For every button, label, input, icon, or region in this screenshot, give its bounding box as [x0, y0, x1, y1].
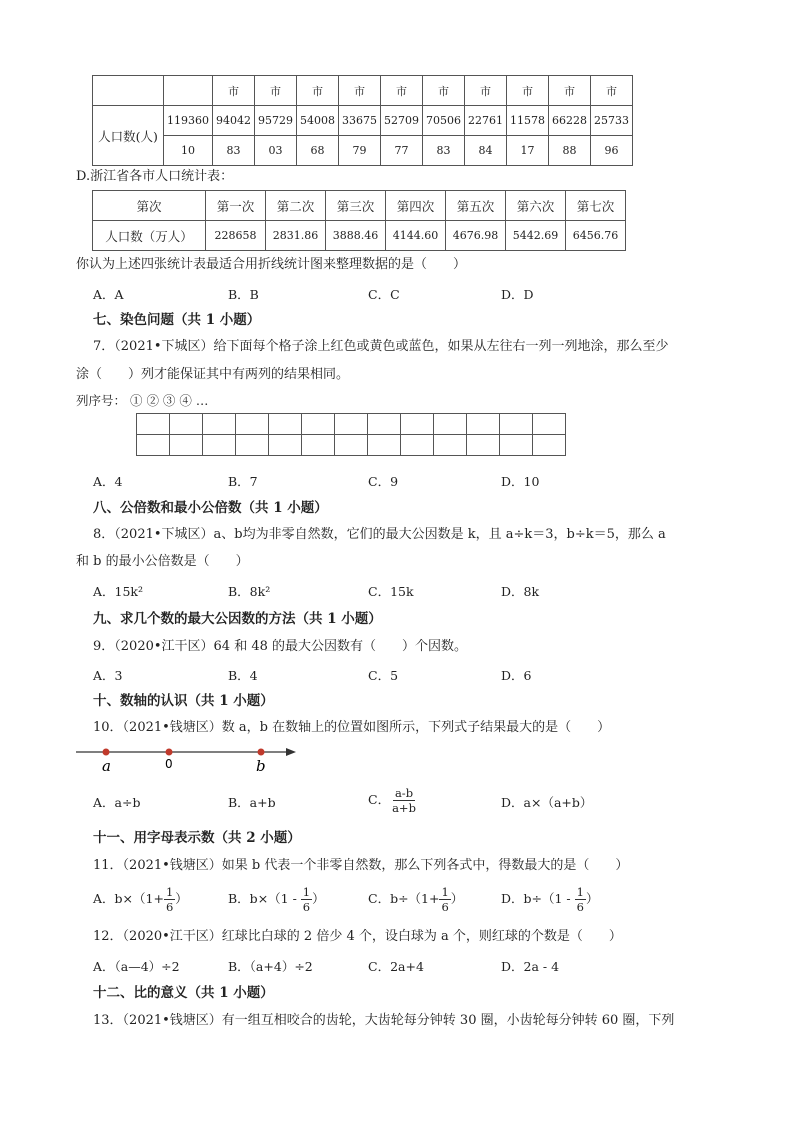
- table-cell: 市: [339, 76, 381, 106]
- table-cell: 第二次: [266, 191, 326, 221]
- q8-line2: 和 b 的最小公倍数是（ ）: [76, 554, 249, 569]
- table-row: [93, 221, 626, 251]
- fraction: [439, 885, 450, 914]
- grid-cell: [269, 435, 302, 456]
- q8-option-d[interactable]: D．8k: [501, 584, 540, 599]
- option-prefix: C．: [368, 792, 391, 807]
- section-8-heading: 八、公倍数和最小公倍数（共 1 小题）: [93, 500, 328, 516]
- axis-label-a: a: [102, 757, 111, 775]
- table-cell: 第四次: [386, 191, 446, 221]
- fraction-denominator: 6: [576, 900, 584, 914]
- table-cell: 96: [591, 136, 633, 166]
- table-header-row: [93, 76, 633, 106]
- table-cell: [93, 76, 164, 106]
- q9-line: 9．（2020•江干区）64 和 48 的最大公因数有（ ）个因数。: [93, 639, 468, 654]
- grid-cell: [467, 435, 500, 456]
- table-cell: 市: [549, 76, 591, 106]
- fraction: [390, 786, 418, 815]
- table-cell: 第次: [93, 191, 206, 221]
- option-prefix: A．b×（1+: [93, 891, 164, 906]
- table-cell: 11578: [507, 106, 549, 136]
- grid-cell: [137, 435, 170, 456]
- option-prefix: B．b×（1 -: [228, 891, 301, 906]
- q9-option-c[interactable]: C．5: [368, 668, 399, 683]
- table-cell: 市: [591, 76, 633, 106]
- option-suffix: ）: [312, 891, 325, 906]
- table-cell: 03: [255, 136, 297, 166]
- grid-cell: [434, 435, 467, 456]
- table-cell: 77: [381, 136, 423, 166]
- fraction-denominator: 6: [165, 900, 174, 914]
- table-row: [93, 136, 633, 166]
- fraction: [301, 885, 312, 914]
- fraction-denominator: a+b: [392, 801, 416, 815]
- q9-option-a[interactable]: A．3: [93, 668, 123, 683]
- table-cell: 94042: [213, 106, 255, 136]
- table-cell: 70506: [423, 106, 465, 136]
- table-cell: 第三次: [326, 191, 386, 221]
- q7-option-b[interactable]: B．7: [228, 474, 258, 489]
- city-population-table-c: [92, 75, 633, 166]
- table-cell: 22761: [465, 106, 507, 136]
- q10-option-a[interactable]: A．a÷b: [93, 795, 141, 810]
- grid-cell: [269, 414, 302, 435]
- table-cell: [164, 76, 213, 106]
- grid-cell: [368, 435, 401, 456]
- point-b: [258, 749, 265, 756]
- table-cell: 市: [297, 76, 339, 106]
- q7-line1: 7．（2021•下城区）给下面每个格子涂上红色或黄色或蓝色，如果从左往右一列一列地涂，那么至少: [93, 339, 669, 354]
- row-label: 人口数(人): [93, 106, 164, 166]
- table-cell: 79: [339, 136, 381, 166]
- q10-line: 10．（2021•钱塘区）数 a，b 在数轴上的位置如图所示，下列式子结果最大的是（ ）: [93, 720, 611, 735]
- table-cell: 第一次: [206, 191, 266, 221]
- table-cell: 第五次: [446, 191, 506, 221]
- grid-cell: [533, 435, 566, 456]
- table-cell: 68: [297, 136, 339, 166]
- fraction-numerator: 1: [165, 885, 174, 899]
- q11-line: 11．（2021•钱塘区）如果 b 代表一个非零自然数，那么下列各式中，得数最大的是（ ）: [93, 858, 629, 873]
- option-prefix: D．b÷（1 -: [501, 891, 575, 906]
- grid-cell: [533, 414, 566, 435]
- fraction-denominator: 6: [441, 900, 449, 914]
- axis-arrow-icon: [286, 748, 296, 756]
- grid-cell: [401, 414, 434, 435]
- table-cell: 119360: [164, 106, 213, 136]
- table-cell: 4676.98: [446, 221, 506, 251]
- fraction-denominator: 6: [302, 900, 311, 914]
- q11-option-b[interactable]: [228, 885, 325, 914]
- grid-cell: [170, 435, 203, 456]
- option-prefix: C．b÷（1+: [368, 891, 440, 906]
- table-cell: 83: [423, 136, 465, 166]
- grid-cell: [335, 414, 368, 435]
- table-cell: 第六次: [506, 191, 566, 221]
- table-cell: 5442.69: [506, 221, 566, 251]
- q7-option-a[interactable]: A．4: [93, 474, 123, 489]
- option-d-label: D.浙江省各市人口统计表：: [76, 169, 234, 184]
- grid-cell: [170, 414, 203, 435]
- table-cell: 83: [213, 136, 255, 166]
- option-suffix: ）: [450, 891, 464, 906]
- section-12-heading: 十二、比的意义（共 1 小题）: [93, 985, 274, 1001]
- point-a: [103, 749, 110, 756]
- q8-option-a[interactable]: A．15k²: [93, 584, 144, 599]
- fraction-numerator: 1: [576, 885, 584, 899]
- q7-option-d[interactable]: D．10: [501, 474, 540, 489]
- q12-option-b[interactable]: B．（a+4）÷2: [228, 959, 313, 974]
- table-cell: 84: [465, 136, 507, 166]
- table-cell: 66228: [549, 106, 591, 136]
- option-suffix: ）: [585, 891, 599, 906]
- q13-line: 13．（2021•钱塘区）有一组互相咬合的齿轮，大齿轮每分钟转 30 圈，小齿轮每分钟转 60 圈，下列: [93, 1013, 675, 1028]
- table-cell: 人口数（万人）: [93, 221, 206, 251]
- grid-cell: [500, 414, 533, 435]
- table-cell: 95729: [255, 106, 297, 136]
- fraction: [575, 885, 586, 914]
- table-cell: 市: [213, 76, 255, 106]
- grid-cell: [203, 435, 236, 456]
- fraction-numerator: 1: [302, 885, 311, 899]
- table-cell: 市: [507, 76, 549, 106]
- grid-cell: [467, 414, 500, 435]
- q12-line: 12．（2020•江干区）红球比白球的 2 倍少 4 个，设白球为 a 个，则红球的个数是（ ）: [93, 929, 622, 944]
- q6-option-c[interactable]: C．C: [368, 287, 400, 302]
- grid-cell: [434, 414, 467, 435]
- q12-option-c[interactable]: C．2a+4: [368, 959, 424, 974]
- q7-option-c[interactable]: C．9: [368, 474, 399, 489]
- point-zero: [166, 749, 173, 756]
- q11-option-d[interactable]: [501, 885, 598, 914]
- q7-grid-label: 列序号： ① ② ③ ④ …: [76, 393, 209, 408]
- table-cell: 52709: [381, 106, 423, 136]
- fraction-numerator: 1: [441, 885, 449, 899]
- grid-cell: [236, 414, 269, 435]
- grid-cell: [401, 435, 434, 456]
- table-cell: 6456.76: [566, 221, 626, 251]
- grid-cell: [335, 435, 368, 456]
- table-row: [93, 106, 633, 136]
- q10-option-c[interactable]: [368, 786, 418, 815]
- table-cell: 市: [381, 76, 423, 106]
- table-cell: 市: [423, 76, 465, 106]
- option-suffix: ）: [175, 891, 188, 906]
- q6-option-b[interactable]: B．B: [228, 287, 259, 302]
- grid-cell: [500, 435, 533, 456]
- table-cell: 25733: [591, 106, 633, 136]
- grid-row: [137, 414, 566, 435]
- table-cell: 市: [255, 76, 297, 106]
- table-cell: 第七次: [566, 191, 626, 221]
- q8-line1: 8．（2021•下城区）a、b均为非零自然数，它们的最大公因数是 k，且 a÷k＝3，b÷k＝5，那么 a: [93, 527, 666, 542]
- section-10-heading: 十、数轴的认识（共 1 小题）: [93, 693, 274, 709]
- table-cell: 54008: [297, 106, 339, 136]
- grid-cell: [368, 414, 401, 435]
- q8-option-c[interactable]: C．15k: [368, 584, 414, 599]
- grid-cell: [203, 414, 236, 435]
- q6-question: 你认为上述四张统计表最适合用折线统计图来整理数据的是（ ）: [76, 257, 467, 272]
- q6-option-a[interactable]: A．A: [93, 287, 124, 302]
- axis-label-zero: 0: [165, 757, 173, 771]
- table-cell: 4144.60: [386, 221, 446, 251]
- q6-option-d[interactable]: D．D: [501, 287, 534, 302]
- table-cell: 2831.86: [266, 221, 326, 251]
- fraction: [164, 885, 175, 914]
- q9-option-d[interactable]: D．6: [501, 668, 532, 683]
- q7-line2: 涂（ ）列才能保证其中有两列的结果相同。: [76, 367, 350, 382]
- province-population-table-d: [92, 190, 626, 251]
- table-cell: 88: [549, 136, 591, 166]
- q7-color-grid: [136, 413, 566, 456]
- table-cell: 33675: [339, 106, 381, 136]
- grid-cell: [302, 414, 335, 435]
- table-header-row: [93, 191, 626, 221]
- q12-option-d[interactable]: D．2a - 4: [501, 959, 560, 974]
- grid-cell: [137, 414, 170, 435]
- grid-row: [137, 435, 566, 456]
- table-cell: 市: [465, 76, 507, 106]
- table-cell: 228658: [206, 221, 266, 251]
- section-9-heading: 九、求几个数的最大公因数的方法（共 1 小题）: [93, 611, 382, 627]
- table-cell: 10: [164, 136, 213, 166]
- q11-option-a[interactable]: [93, 885, 188, 914]
- section-7-heading: 七、染色问题（共 1 小题）: [93, 312, 261, 328]
- table-cell: 3888.46: [326, 221, 386, 251]
- q12-option-a[interactable]: A．（a—4）÷2: [93, 959, 180, 974]
- table-cell: 17: [507, 136, 549, 166]
- q10-number-line: [76, 740, 300, 776]
- q8-option-b[interactable]: B．8k²: [228, 584, 271, 599]
- axis-label-b: b: [256, 757, 266, 775]
- q10-option-b[interactable]: B．a+b: [228, 795, 276, 810]
- q9-option-b[interactable]: B．4: [228, 668, 258, 683]
- grid-cell: [302, 435, 335, 456]
- fraction-numerator: a-b: [394, 786, 414, 800]
- section-11-heading: 十一、用字母表示数（共 2 小题）: [93, 830, 301, 846]
- grid-cell: [236, 435, 269, 456]
- q10-option-d[interactable]: D．a×（a+b）: [501, 795, 593, 810]
- q11-option-c[interactable]: [368, 885, 463, 914]
